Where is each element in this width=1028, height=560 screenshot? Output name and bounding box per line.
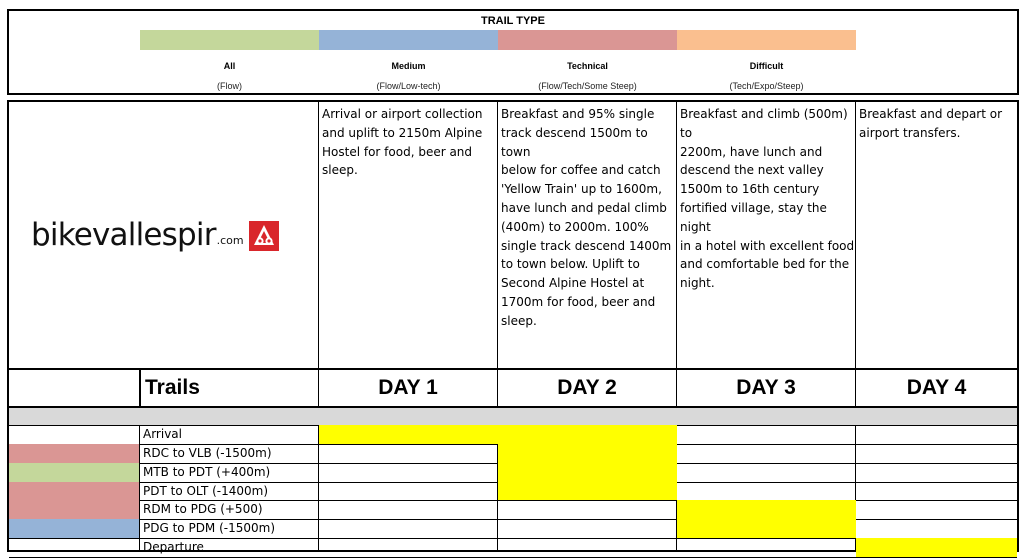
legend-title: TRAIL TYPE [481, 15, 545, 27]
bikevallespir-logo [31, 210, 311, 260]
day3-description: Breakfast and climb (500m) to 2200m, have lunch and descend the next valley 1500m to 16th century fortified village, stay the night in a hotel with excellent food and comfortable bed for the night. [680, 107, 855, 291]
trail-type-swatch [9, 444, 139, 463]
trail-type-legend [7, 9, 1019, 95]
day-2-trail-highlight [498, 444, 677, 463]
separator-band [9, 408, 1017, 425]
day-2-trail-highlight [498, 463, 677, 482]
day3-header: DAY 3 [736, 376, 796, 399]
day1-description: Arrival or airport collection and uplift to 2150m Alpine Hostel for food, beer and sleep. [322, 107, 483, 178]
bike-logo-icon [248, 220, 280, 252]
trail-type-swatch [9, 463, 139, 482]
trail-type-swatch [9, 500, 139, 519]
trails-header: Trails [145, 376, 200, 399]
day1-header: DAY 1 [378, 376, 438, 399]
trail-row-label: PDT to OLT (-1400m) [143, 483, 269, 498]
legend-type-description: (Flow/Low-tech) [376, 81, 441, 91]
day4-header: DAY 4 [906, 376, 967, 399]
legend-color-bar-all [140, 30, 319, 50]
legend-color-bar-difficult [677, 30, 856, 50]
day-2-trail-highlight [498, 425, 677, 444]
grid-line [318, 102, 319, 368]
trail-row-label: RDM to PDG (+500) [143, 502, 263, 517]
logo-text: bikevallespir [31, 217, 216, 253]
trail-row-label: Departure [143, 540, 204, 555]
legend-type-description: (Tech/Expo/Steep) [729, 81, 804, 91]
day2-header: DAY 2 [557, 376, 617, 399]
day-4-trail-highlight [856, 538, 1017, 557]
day-3-trail-highlight [677, 519, 856, 538]
grid-line [9, 557, 1017, 558]
legend-type-name: Difficult [749, 61, 784, 71]
legend-type-name: Medium [391, 61, 426, 71]
day-2-trail-highlight [498, 482, 677, 501]
trail-row-label: Arrival [143, 427, 182, 441]
legend-type-name: All [223, 61, 236, 71]
day-3-trail-highlight [677, 500, 856, 519]
legend-type-description: (Flow) [217, 81, 242, 91]
trail-row-label: RDC to VLB (-1500m) [143, 445, 272, 460]
itinerary-table [7, 100, 1019, 555]
legend-color-bar-medium [319, 30, 498, 50]
legend-color-bar-technical [498, 30, 677, 50]
day2-description: Breakfast and 95% single track descend 1500m to town below for coffee and catch 'Yellow Train' up to 1600m, have lunch and pedal climb (400m) to 2000m. 100% single track descend 1400m to town below. Uplift to Second Alpine Hostel at 1700m for food, beer and sleep. [501, 107, 672, 328]
legend-type-description: (Flow/Tech/Some Steep) [538, 81, 637, 91]
trail-row-label: MTB to PDT (+400m) [143, 464, 271, 479]
logo-suffix: .com [216, 233, 244, 247]
trail-type-swatch [9, 482, 139, 501]
trail-row-label: PDG to PDM (-1500m) [143, 521, 276, 536]
legend-type-name: Technical [567, 61, 608, 71]
day4-description: Breakfast and depart or airport transfers. [859, 107, 1003, 140]
trail-type-swatch [9, 519, 139, 538]
day-1-trail-highlight [319, 425, 498, 444]
